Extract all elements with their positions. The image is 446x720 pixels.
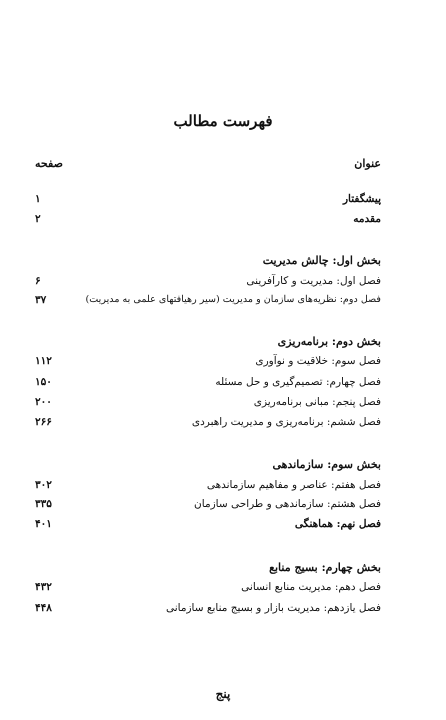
entry-title: فصل دوم: نظریه‌های سازمان و مدیریت (سیر رهیافتهای علمی به مدیریت) — [85, 294, 381, 305]
section-heading: بخش دوم: برنامه‌ریزی — [277, 335, 381, 348]
entry-title: فصل هشتم: سازماندهی و طراحی سازمان — [194, 498, 381, 510]
entry-page: ۲۰۰ — [35, 396, 52, 408]
toc-entry — [35, 396, 381, 412]
entry-title: فصل سوم: خلاقیت و نوآوری — [255, 355, 381, 367]
entry-page: ۴۰۱ — [35, 518, 52, 530]
entry-title: فصل اول: مدیریت و کارآفرینی — [246, 275, 381, 287]
entry-page: ۳۷ — [35, 294, 47, 306]
entry-page: ۴۴۸ — [35, 602, 52, 614]
page-title: فهرست مطالب — [173, 112, 273, 130]
entry-title: فصل هفتم: عناصر و مفاهیم سازماندهی — [206, 479, 381, 491]
entry-title: فصل ششم: برنامه‌ریزی و مدیریت راهبردی — [191, 416, 381, 428]
column-header-page: صفحه — [35, 157, 63, 170]
entry-page: ۱ — [35, 193, 41, 205]
toc-entry — [35, 376, 381, 392]
section-heading: بخش سوم: سازماندهی — [272, 458, 381, 471]
entry-page: ۲ — [35, 213, 41, 225]
entry-page: ۳۰۲ — [35, 479, 52, 491]
toc-entry — [35, 518, 381, 534]
entry-page: ۲۶۶ — [35, 416, 52, 428]
entry-page: ۶ — [35, 275, 41, 287]
entry-title: پیشگفتار — [342, 193, 381, 205]
toc-entry — [35, 479, 381, 495]
entry-title: فصل چهارم: تصمیم‌گیری و حل مسئله — [215, 376, 381, 388]
entry-title: فصل یازدهم: مدیریت بازار و بسیج منابع سازمانی — [165, 602, 381, 614]
toc-entry — [35, 498, 381, 514]
entry-title: فصل پنجم: مبانی برنامه‌ریزی — [253, 396, 381, 408]
toc-entry — [35, 275, 381, 291]
column-header-title: عنوان — [354, 157, 381, 170]
toc-entry — [35, 355, 381, 371]
entry-page: ۱۵۰ — [35, 376, 52, 388]
page-number-footer: پنج — [215, 687, 231, 701]
toc-entry — [35, 416, 381, 432]
toc-entry — [35, 193, 381, 209]
entry-title: فصل دهم: مدیریت منابع انسانی — [241, 581, 381, 593]
entry-title: فصل نهم: هماهنگی — [294, 518, 381, 530]
entry-title: مقدمه — [353, 213, 381, 225]
entry-page: ۳۳۵ — [35, 498, 52, 510]
toc-entry — [35, 581, 381, 597]
toc-entry — [35, 602, 381, 618]
toc-entry — [35, 294, 381, 310]
section-heading: بخش اول: چالش مدیریت — [262, 254, 381, 267]
section-heading: بخش چهارم: بسیج منابع — [269, 561, 381, 574]
toc-entry — [35, 213, 381, 229]
entry-page: ۴۳۲ — [35, 581, 52, 593]
entry-page: ۱۱۲ — [35, 355, 52, 367]
